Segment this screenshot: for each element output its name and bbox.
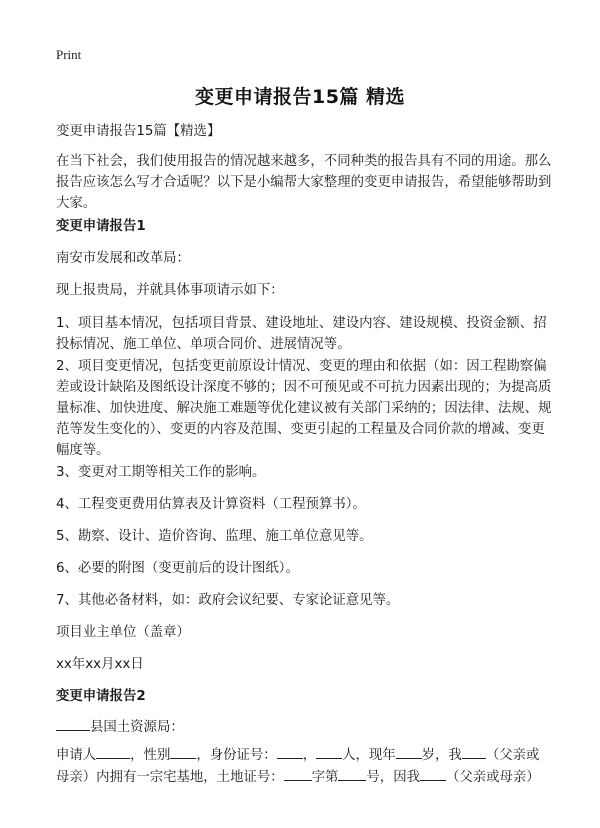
section1-signer: 项目业主单位（盖章） xyxy=(56,625,190,640)
text-fragment: （父亲或 xyxy=(485,748,540,763)
section2-heading: 变更申请报告2 xyxy=(56,689,146,704)
text-fragment: ，性别 xyxy=(130,748,171,763)
blank-field xyxy=(170,744,196,759)
section2-recipient-text: 县国土资源局： xyxy=(90,720,184,735)
section1-opening: 现上报贵局，并就具体事项请示如下： xyxy=(56,283,284,298)
text-fragment: ， xyxy=(302,748,317,763)
text-fragment: 字第 xyxy=(311,770,339,785)
text-fragment: 人，现年 xyxy=(342,748,396,763)
document-title: 变更申请报告15篇 精选 xyxy=(194,86,406,108)
print-label: Print xyxy=(56,47,82,62)
section1-item-5: 5、勘察、设计、造价咨询、监理、施工单位意见等。 xyxy=(56,529,373,544)
section1-recipient: 南安市发展和改革局： xyxy=(56,251,190,266)
blank-field xyxy=(420,766,446,781)
blank-field xyxy=(462,744,486,759)
blank-field xyxy=(96,744,130,759)
blank-field xyxy=(316,744,342,759)
section1-item-1: 1、项目基本情况，包括项目背景、建设地址、建设内容、建设规模、投资金额、招投标情况、施工单位、单项合同价、进展情况等。 xyxy=(56,316,547,352)
document-subtitle: 变更申请报告15篇【精选】 xyxy=(56,124,221,139)
section1-date: xx年xx月xx日 xyxy=(56,657,144,672)
text-fragment: ，身份证号： xyxy=(196,748,277,763)
section1-item-3: 3、变更对工期等相关工作的影响。 xyxy=(56,465,266,480)
text-fragment: （父亲或母亲） xyxy=(445,770,540,785)
blank-field xyxy=(277,744,303,759)
blank-field xyxy=(396,744,422,759)
section2-recipient xyxy=(56,716,556,738)
section1-item-4: 4、工程变更费用估算表及计算资料（工程预算书）。 xyxy=(56,497,366,512)
section1-item-6: 6、必要的附图（变更前后的设计图纸）。 xyxy=(56,561,299,576)
section1-item-2: 2、项目变更情况，包括变更前原设计情况、变更的理由和依据（如：因工程勘察偏差或设计缺陷及图纸设计深度不够的；因不可预见或不可抗力因素出现的；为提高质量标准、加快进度、解决施工难题等优化建议被有关部门采纳的；因法律、法规、规范等发生变化的）、变更的内容及范围、变更引起的工程量及合同价款的增减、变更幅度等。 xyxy=(56,359,552,458)
section1-item-7: 7、其他必备材料，如：政府会议纪要、专家论证意见等。 xyxy=(56,593,400,608)
blank-field xyxy=(56,716,90,731)
section1-heading: 变更申请报告1 xyxy=(56,219,146,234)
text-fragment: 母亲）内拥有一宗宅基地，土地证号： xyxy=(56,770,284,785)
text-fragment: 岁，我 xyxy=(421,748,462,763)
blank-field xyxy=(338,766,366,781)
intro-paragraph: 在当下社会，我们使用报告的情况越来越多，不同种类的报告具有不同的用途。那么报告应该怎么写才合适呢？以下是小编帮大家整理的变更申请报告，希望能够帮助到大家。 xyxy=(56,154,552,211)
text-fragment: 号，因我 xyxy=(366,770,420,785)
text-fragment: 申请人 xyxy=(56,748,97,763)
blank-field xyxy=(284,766,312,781)
section2-application-text xyxy=(56,744,556,788)
